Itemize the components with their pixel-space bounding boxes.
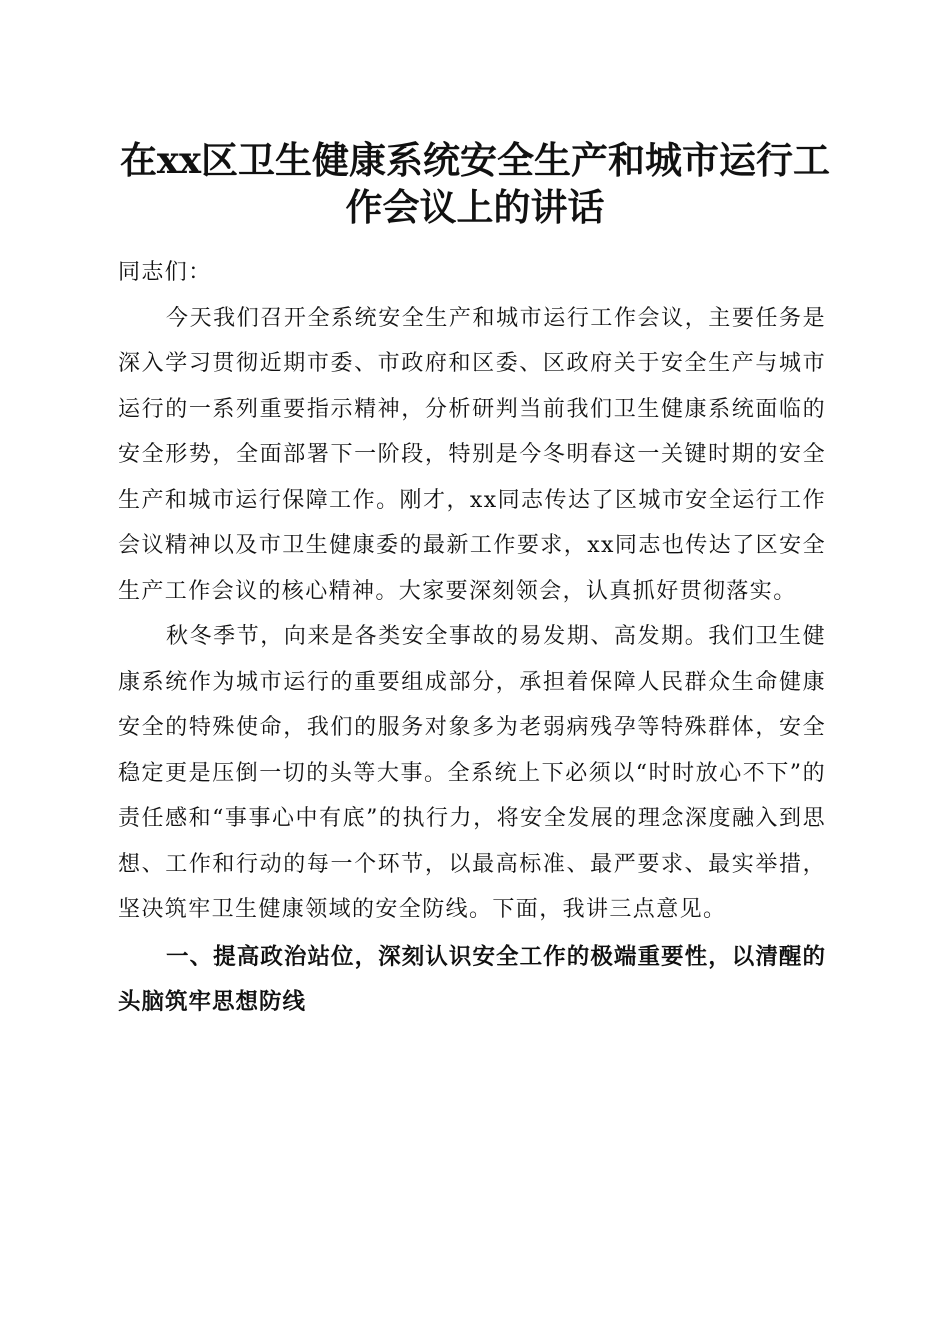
document-body	[118, 250, 826, 1026]
paragraph-1: 今天我们召开全系统安全生产和城市运行工作会议，主要任务是深入学习贯彻近期市委、市政府和区委、区政府关于安全生产与城市运行的一系列重要指示精神，分析研判当前我们卫生健康系统面临的安全形势，全面部署下一阶段，特别是今冬明春这一关键时期的安全生产和城市运行保障工作。刚才，xx同志传达了区城市安全运行工作会议精神以及市卫生健康委的最新工作要求，xx同志也传达了区安全生产工作会议的核心精神。大家要深刻领会，认真抓好贯彻落实。	[118, 305, 826, 604]
section-heading-1: 一、提高政治站位，深刻认识安全工作的极端重要性，以清醒的头脑筑牢思想防线	[118, 943, 826, 1015]
document-title-line-1: 在xx区卫生健康系统安全生产和城市运行工	[119, 138, 831, 182]
paragraph-2: 秋冬季节，向来是各类安全事故的易发期、高发期。我们卫生健康系统作为城市运行的重要组成部分，承担着保障人民群众生命健康安全的特殊使命，我们的服务对象多为老弱病残孕等特殊群体，安全稳定更是压倒一切的头等大事。全系统上下必须以“时时放心不下”的责任感和“事事心中有底”的执行力，将安全发展的理念深度融入到思想、工作和行动的每一个环节，以最高标准、最严要求、最实举措，坚决筑牢卫生健康领域的安全防线。下面，我讲三点意见。	[118, 624, 826, 922]
salutation: 同志们：	[118, 260, 212, 285]
document-title-line-2: 作会议上的讲话	[345, 185, 605, 229]
